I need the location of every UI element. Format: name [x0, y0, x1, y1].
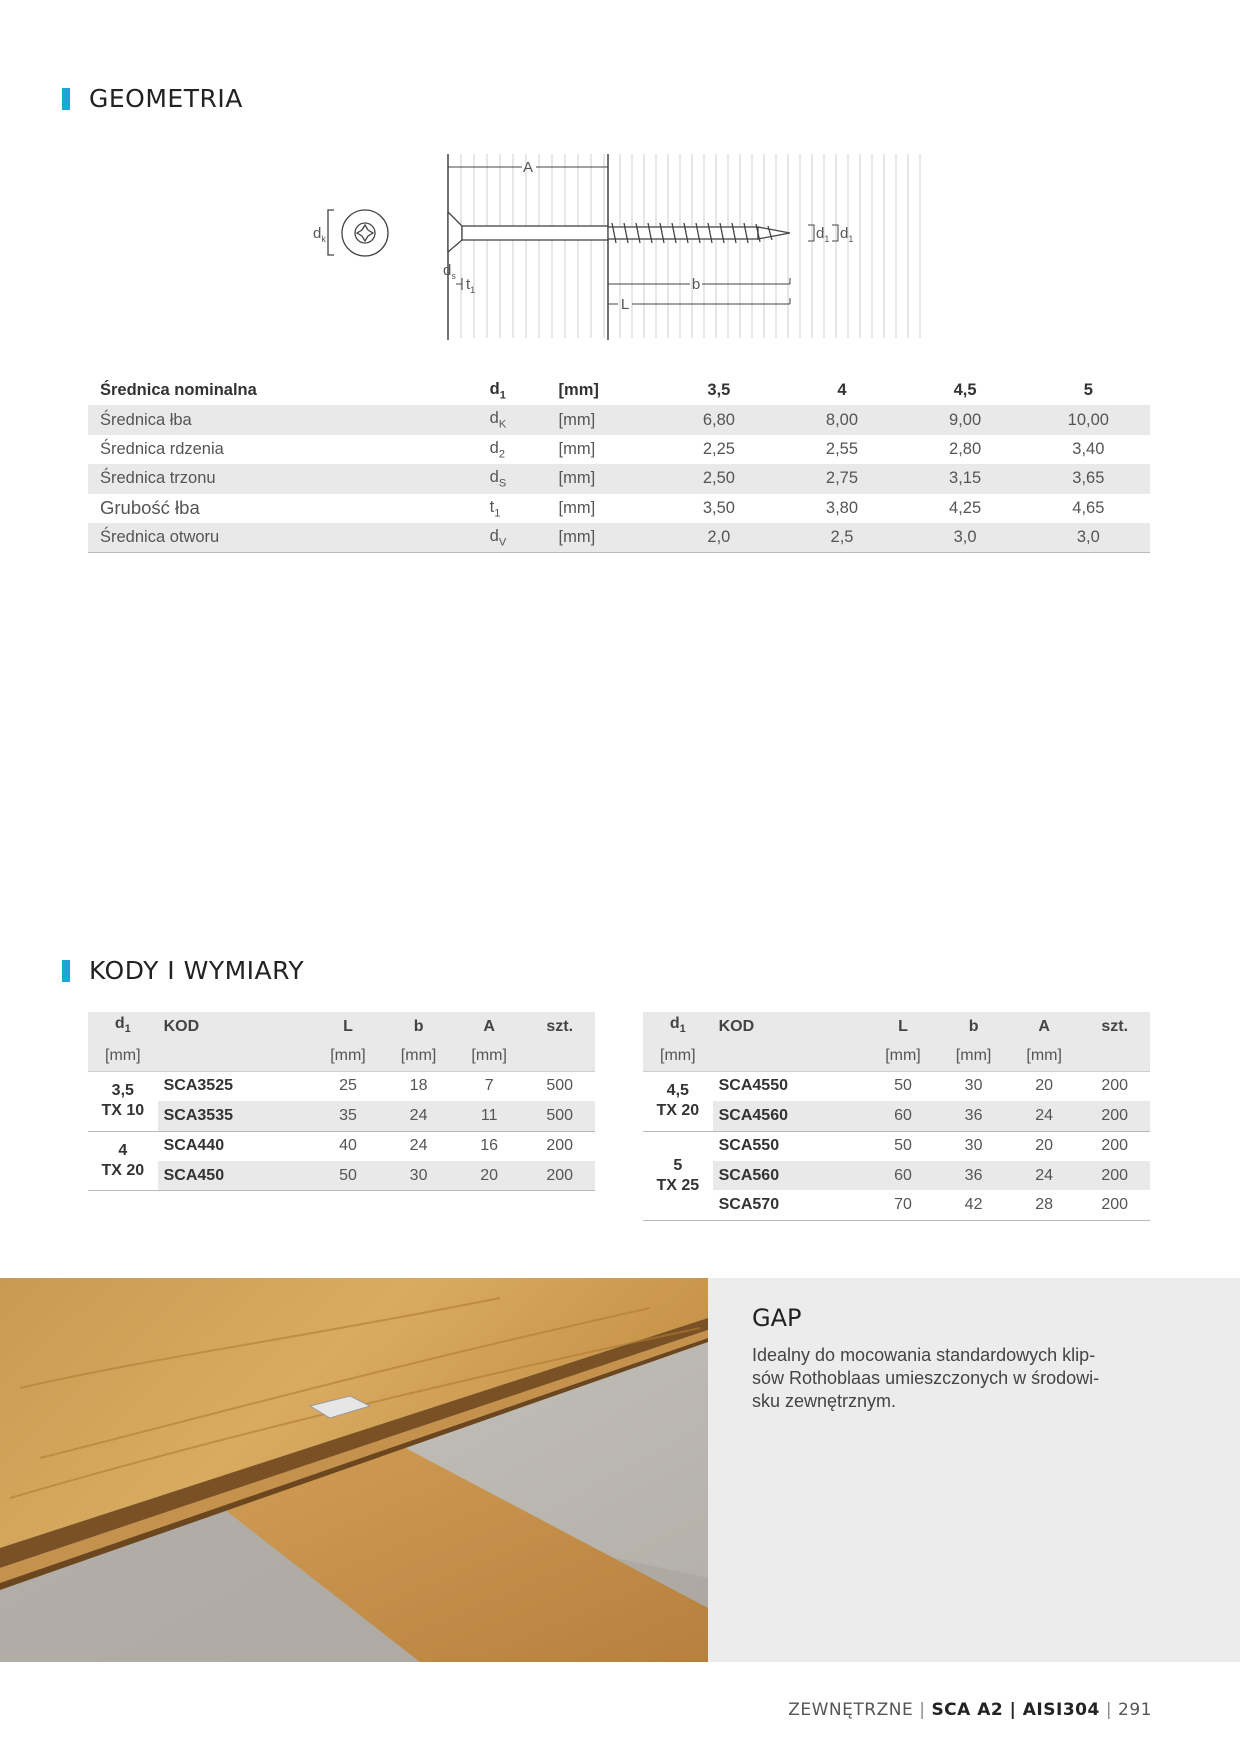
spec-header-value: 5 [1083, 381, 1093, 400]
length-cell: 50 [313, 1161, 384, 1191]
spec-row-unit: [mm] [558, 439, 596, 458]
col-header-d1: $d_1$ [88, 1012, 158, 1041]
group-d1: 3,5 TX 10 [88, 1071, 158, 1131]
spec-cell: 2,0 [657, 523, 780, 553]
col-header-b: b [938, 1012, 1009, 1041]
qty-cell: 200 [524, 1161, 595, 1191]
spec-header-name: Średnica nominalna [100, 381, 257, 400]
col-header-szt: szt. [524, 1012, 595, 1041]
section-marker [62, 88, 70, 110]
spec-header-value: 3,5 [707, 381, 731, 400]
a-cell: 20 [454, 1161, 525, 1191]
dim-label-A: A [522, 159, 534, 176]
code-cell: SCA550 [718, 1137, 780, 1155]
a-cell: 24 [1009, 1161, 1080, 1190]
spec-cell: 3,65 [1027, 464, 1150, 493]
spec-header-symbol: $d_1$ [489, 380, 506, 402]
footer-category: ZEWNĘTRZNE [788, 1700, 914, 1720]
a-cell: 11 [454, 1101, 525, 1131]
table-row [643, 1101, 1150, 1131]
spec-row [88, 523, 1150, 553]
thread-cell: 24 [409, 1137, 428, 1155]
dim-label-d2: $d_1$ [840, 225, 854, 244]
a-cell: 24 [1009, 1101, 1080, 1131]
spec-header-value: 4 [837, 381, 847, 400]
spec-row [88, 464, 1150, 493]
spec-row-unit: [mm] [559, 523, 658, 553]
unit-kod [158, 1041, 313, 1071]
thread-cell: 18 [409, 1077, 428, 1095]
a-cell: 20 [1035, 1137, 1054, 1155]
footer-separator: | [919, 1700, 926, 1720]
spec-cell: 2,75 [780, 464, 903, 493]
unit-d1: [mm] [643, 1041, 713, 1071]
spec-cell: 4,65 [1072, 498, 1105, 517]
qty-cell: 500 [546, 1077, 574, 1095]
qty-cell: 200 [546, 1137, 574, 1155]
spec-header-unit: [mm] [558, 381, 599, 400]
codes-table-right [643, 1012, 1150, 1221]
footer-separator: | [1105, 1700, 1113, 1720]
col-header-A: A [1009, 1012, 1080, 1041]
spec-cell: 3,15 [904, 464, 1027, 493]
qty-cell: 200 [1101, 1077, 1129, 1095]
length-cell: 40 [339, 1137, 357, 1155]
code-cell: SCA4560 [713, 1101, 868, 1131]
codes-title-text: KODY I WYMIARY [89, 956, 305, 985]
unit-b: [mm] [383, 1041, 454, 1071]
code-cell: SCA440 [163, 1137, 225, 1155]
unit-szt [1079, 1041, 1150, 1071]
spec-row-symbol: $d_V$ [490, 523, 559, 553]
qty-cell: 200 [1079, 1101, 1150, 1131]
qty-cell: 500 [524, 1101, 595, 1131]
qty-cell: 200 [1101, 1137, 1129, 1155]
thread-cell: 42 [938, 1190, 1009, 1220]
codes-header-row [88, 1012, 595, 1041]
col-header-L: L [868, 1012, 939, 1041]
unit-L: [mm] [868, 1041, 939, 1071]
dim-label-ds: $d_s$ [443, 262, 456, 281]
spec-row-name: Średnica rdzenia [100, 439, 224, 458]
code-cell: SCA450 [158, 1161, 313, 1191]
spec-header-row [88, 376, 1150, 405]
spec-row-name: Średnica otworu [88, 523, 490, 553]
col-header-b: b [383, 1012, 454, 1041]
length-cell: 35 [313, 1101, 384, 1131]
page-footer [788, 1700, 1152, 1720]
spec-cell: 2,5 [780, 523, 903, 553]
page-number: 291 [1118, 1700, 1152, 1720]
thread-cell: 30 [964, 1077, 983, 1095]
section-marker [62, 960, 70, 982]
group-d1: 4,5 TX 20 [643, 1071, 713, 1131]
spec-cell: 3,40 [1072, 439, 1105, 458]
table-row [643, 1161, 1150, 1190]
qty-cell: 200 [1079, 1190, 1150, 1220]
spec-cell: 10,00 [1027, 405, 1150, 434]
spec-cell: 4,25 [949, 498, 982, 517]
length-cell: 60 [868, 1161, 939, 1190]
code-cell: SCA3535 [158, 1101, 313, 1131]
length-cell: 70 [868, 1190, 939, 1220]
spec-row-unit: [mm] [559, 464, 658, 493]
spec-cell: 2,55 [825, 439, 859, 458]
gap-title: GAP [752, 1304, 802, 1332]
spec-cell: 3,0 [1027, 523, 1150, 553]
spec-cell: 3,0 [904, 523, 1027, 553]
spec-cell: 8,00 [780, 405, 903, 434]
code-cell: SCA3525 [163, 1077, 233, 1095]
code-cell: SCA560 [713, 1161, 868, 1190]
spec-row-name: Średnica trzonu [88, 464, 490, 493]
table-row [643, 1071, 1150, 1101]
dim-label-d1: $d_1$ [816, 225, 830, 244]
screw-drawing [448, 212, 790, 252]
codes-unit-row [88, 1041, 595, 1071]
table-row [88, 1131, 595, 1161]
thread-cell: 36 [938, 1161, 1009, 1190]
spec-row-symbol: $d_K$ [490, 405, 559, 434]
table-row [643, 1131, 1150, 1161]
dim-label-L: L [620, 296, 630, 313]
screw-geometry-diagram [290, 150, 950, 350]
group-d1: 4 TX 20 [88, 1131, 158, 1191]
codes-table-left [88, 1012, 595, 1191]
a-cell: 16 [480, 1137, 499, 1155]
spec-row [88, 494, 1150, 523]
gap-text-line: Idealny do mocowania standardowych klip- [752, 1345, 1096, 1365]
a-cell: 28 [1009, 1190, 1080, 1220]
unit-b: [mm] [938, 1041, 1009, 1071]
col-header-szt: szt. [1079, 1012, 1150, 1041]
geometry-spec-table [88, 376, 1150, 553]
thread-cell: 30 [383, 1161, 454, 1191]
spec-row-unit: [mm] [559, 405, 658, 434]
gap-text-line: sów Rothoblaas umieszczonych w środowi- [752, 1368, 1100, 1388]
spec-row-symbol: $t_1$ [489, 497, 501, 519]
unit-A: [mm] [454, 1041, 525, 1071]
length-cell: 50 [894, 1137, 912, 1155]
unit-kod [713, 1041, 868, 1071]
wood-grain-lines [448, 154, 920, 338]
dim-label-t1: $t_1$ [466, 276, 476, 295]
spec-header-value: 4,5 [953, 381, 977, 400]
thread-cell: 24 [383, 1101, 454, 1131]
table-row [88, 1101, 595, 1131]
spec-cell: 9,00 [904, 405, 1027, 434]
a-cell: 20 [1035, 1077, 1054, 1095]
col-header-kod: KOD [713, 1012, 868, 1041]
spec-cell: 2,80 [949, 439, 982, 458]
decking-photo [0, 1278, 708, 1662]
col-header-kod: KOD [158, 1012, 313, 1041]
length-cell: 60 [868, 1101, 939, 1131]
spec-cell: 3,50 [702, 498, 735, 517]
dim-label-b: b [691, 276, 701, 293]
unit-A: [mm] [1009, 1041, 1080, 1071]
spec-row-unit: [mm] [558, 498, 596, 517]
spec-row [88, 435, 1150, 464]
spec-row-symbol: $d_2$ [489, 438, 505, 461]
length-cell: 50 [894, 1077, 912, 1095]
length-cell: 25 [339, 1077, 357, 1095]
codes-header-row [643, 1012, 1150, 1041]
spec-cell: 6,80 [657, 405, 780, 434]
table-row [88, 1161, 595, 1191]
spec-cell: 3,80 [825, 498, 859, 517]
unit-d1: [mm] [88, 1041, 158, 1071]
codes-section-title [62, 956, 304, 985]
col-header-L: L [313, 1012, 384, 1041]
qty-cell: 200 [1079, 1161, 1150, 1190]
unit-szt [524, 1041, 595, 1071]
dim-label-dk: $d_k$ [313, 225, 326, 244]
code-cell: SCA570 [713, 1190, 868, 1220]
code-cell: SCA4550 [718, 1077, 788, 1095]
spec-row-symbol: $d_S$ [490, 464, 559, 493]
table-row [643, 1190, 1150, 1220]
screw-head-top-view [328, 210, 388, 256]
spec-cell: 2,25 [702, 439, 735, 458]
spec-row [88, 405, 1150, 434]
gap-description [752, 1344, 1172, 1413]
group-d1: 5 TX 25 [643, 1131, 713, 1220]
a-cell: 7 [484, 1077, 494, 1095]
gap-info-panel [708, 1278, 1240, 1662]
table-row [88, 1071, 595, 1101]
spec-row-name: Grubość łba [100, 497, 200, 519]
thread-cell: 30 [964, 1137, 983, 1155]
codes-unit-row [643, 1041, 1150, 1071]
thread-cell: 36 [938, 1101, 1009, 1131]
geometry-title-text: GEOMETRIA [89, 84, 243, 113]
gap-text-line: sku zewnętrznym. [752, 1391, 897, 1411]
col-header-d1: $d_1$ [643, 1012, 713, 1041]
spec-cell: 2,50 [657, 464, 780, 493]
spec-row-name: Średnica łba [88, 405, 490, 434]
geometry-section-title [62, 84, 243, 113]
footer-product: SCA A2 | AISI304 [931, 1700, 1100, 1720]
unit-L: [mm] [313, 1041, 384, 1071]
decking-illustration [0, 1278, 708, 1662]
member-edges [448, 154, 608, 340]
col-header-A: A [454, 1012, 525, 1041]
